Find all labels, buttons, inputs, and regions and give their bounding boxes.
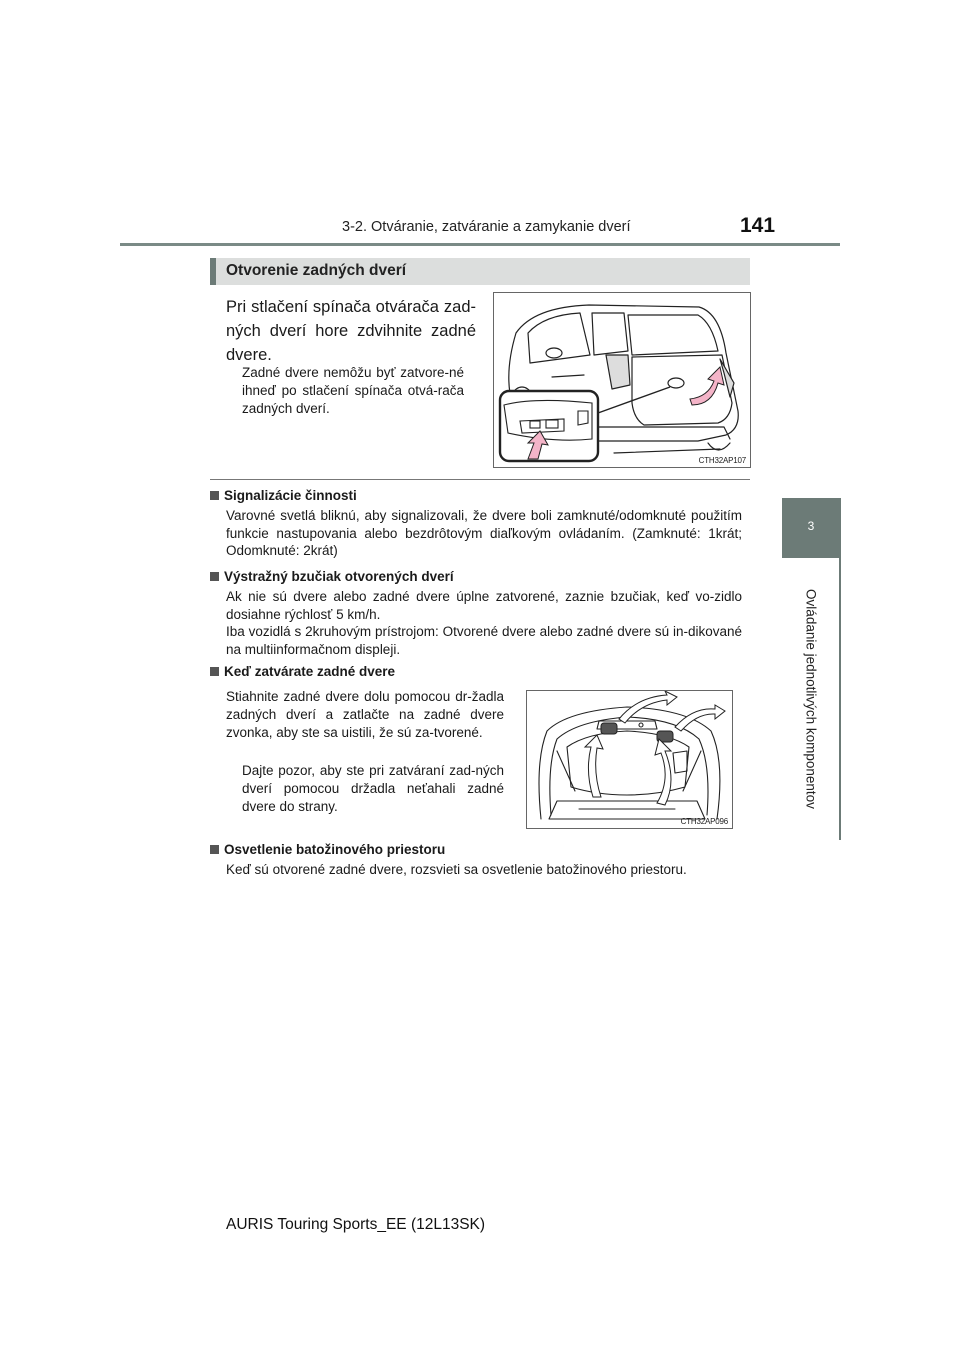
- subsection-body-bzuciak: Ak nie sú dvere alebo zadné dvere úplne zatvorené, zaznie bzučiak, keď vo-zidlo dosiahne rýchlosť 5 km/h.: [226, 589, 742, 622]
- subsection-title-zatvaranie: [210, 664, 395, 679]
- section-header-accent: [210, 258, 216, 285]
- figure-tailgate-switch: [493, 292, 751, 468]
- subsection-note-zatvaranie: Dajte pozor, aby ste pri zatváraní zad-ných dverí pomocou držadla neťahali zadné dvere do strany.: [242, 763, 504, 814]
- subsection-body-bzuciak-2: Iba vozidlá s 2kruhovým prístrojom: Otvorené dvere alebo zadné dvere sú in-dikované na multiinformačnom displeji.: [226, 624, 742, 657]
- subsection-title-signalizacie: [210, 488, 357, 503]
- subsection-body-zatvaranie: Stiahnite zadné dvere dolu pomocou dr-žadla zadných dverí a zatlačte na zadné dvere zvonka, aby ste sa uistili, že sú za-tvorené.: [226, 689, 504, 740]
- subsection-body-osvetlenie: Keď sú otvorené zadné dvere, rozsvieti sa osvetlenie batožinového priestoru.: [226, 862, 687, 877]
- subsection-title-text: Signalizácie činnosti: [224, 488, 357, 503]
- tailgate-interior-illustration: [527, 691, 732, 828]
- section-intro-note: Zadné dvere nemôžu byť zatvore-né ihneď po stlačení spínača otvá-rača zadných dverí.: [242, 365, 464, 416]
- tailgate-car-illustration: [494, 293, 750, 467]
- side-tab-chapter-label: [782, 558, 840, 840]
- subsection-title-text: Výstražný bzučiak otvorených dverí: [224, 569, 454, 584]
- subsection-title-text: Osvetlenie batožinového priestoru: [224, 842, 446, 857]
- figure-code-tailgate-switch: CTH32AP107: [698, 456, 746, 465]
- header-rule: [120, 243, 840, 246]
- section-header: [210, 258, 750, 285]
- square-bullet-icon: [210, 845, 219, 854]
- square-bullet-icon: [210, 667, 219, 676]
- section-intro: Pri stlačení spínača otvárača zad-ných dverí hore zdvihnite zadné dvere.: [226, 298, 476, 364]
- subsection-title-bzuciak: [210, 569, 454, 584]
- square-bullet-icon: [210, 491, 219, 500]
- page-number: 141: [740, 214, 776, 237]
- section-title: Otvorenie zadných dverí: [226, 262, 407, 279]
- figure-tailgate-handles: [526, 690, 733, 829]
- section-divider: [210, 479, 750, 480]
- side-tab-chapter-number: [782, 498, 840, 558]
- footer-model: AURIS Touring Sports_EE (12L13SK): [226, 1216, 486, 1233]
- figure-code-tailgate-handles: CTH32AP096: [680, 817, 728, 826]
- side-tab-number-text: 3: [807, 519, 815, 533]
- square-bullet-icon: [210, 572, 219, 581]
- chapter-title: 3-2. Otváranie, zatváranie a zamykanie dverí: [342, 219, 631, 235]
- subsection-body-signalizacie: Varovné svetlá bliknú, aby signalizovali, že dvere boli zamknuté/odomknuté použitím funkcie nastupovania alebo bezdrôtovým diaľkovým ovládaním. (Zamknuté: 1krát; Odomknuté: 2krát): [226, 508, 742, 558]
- side-tab-label-text: Ovládanie jednotlivých komponentov: [803, 589, 819, 809]
- subsection-title-text: Keď zatvárate zadné dvere: [224, 664, 396, 679]
- subsection-title-osvetlenie: [210, 842, 445, 857]
- side-tab-rule: [839, 498, 841, 840]
